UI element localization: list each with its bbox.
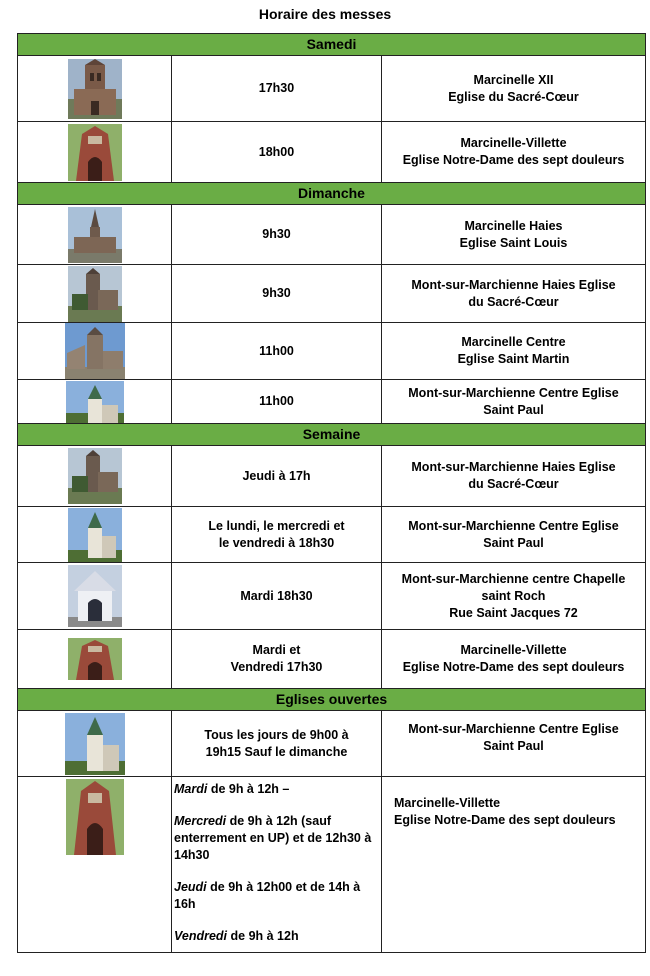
table-row (18, 122, 646, 183)
church-sacre-coeur-xii-photo (68, 59, 122, 119)
church-name: Eglise Notre-Dame des sept douleurs (394, 813, 616, 827)
table-row (18, 265, 646, 323)
church-name: Eglise Notre-Dame des sept douleurs (402, 660, 625, 674)
church-name: Eglise Saint Louis (459, 235, 568, 250)
church-name: du Sacré-Cœur (468, 294, 559, 309)
table-row (18, 205, 646, 265)
church-saint-paul-photo (66, 381, 124, 423)
church-sacre-coeur-haies-photo (68, 266, 122, 322)
table-row (18, 446, 646, 507)
location-name: Marcinelle XII (473, 72, 554, 87)
section-header-samedi: Samedi (18, 34, 646, 56)
church-villette-photo (66, 779, 124, 855)
page-title: Horaire des messes (258, 6, 392, 22)
mass-schedule-table (17, 33, 646, 953)
address: Rue Saint Jacques 72 (449, 605, 578, 620)
location-name: Mont-sur-Marchienne centre Chapelle (401, 571, 626, 586)
table-row (18, 563, 646, 630)
section-header-semaine: Semaine (18, 424, 646, 446)
location-name: Marcinelle-Villette (460, 136, 567, 150)
church-villette-photo (68, 124, 122, 181)
location-name: Marcinelle-Villette (394, 796, 501, 810)
opening-hours-mardi: Mardi de 9h à 12h – (174, 782, 290, 796)
location-name: Mont-sur-Marchienne Centre Eglise (408, 518, 619, 533)
location-name: Marcinelle Haies (464, 218, 563, 233)
church-saint-martin-photo (65, 323, 125, 379)
table-row (18, 711, 646, 777)
opening-hours: 19h15 Sauf le dimanche (205, 744, 348, 759)
location-name: Marcinelle-Villette (460, 643, 567, 657)
location-name: Mont-sur-Marchienne Haies Eglise (411, 277, 616, 292)
church-name: Eglise Notre-Dame des sept douleurs (402, 153, 625, 167)
chapel-saint-roch-photo (68, 565, 122, 627)
opening-hours-jeudi: Jeudi de 9h à 12h00 et de 14h à 16h (174, 880, 361, 911)
location-name: Mont-sur-Marchienne Centre Eglise (408, 385, 619, 400)
church-name: Eglise du Sacré-Cœur (448, 89, 579, 104)
church-saint-paul-photo (68, 508, 122, 562)
section-header-dimanche: Dimanche (18, 183, 646, 205)
church-name: Saint Paul (483, 402, 544, 417)
mass-time: 11h00 (172, 380, 382, 424)
mass-time: 18h00 (172, 122, 382, 183)
mass-time: 9h30 (172, 265, 382, 323)
table-row (18, 507, 646, 563)
table-row (18, 56, 646, 122)
church-name: du Sacré-Cœur (468, 477, 559, 491)
mass-time: 11h00 (172, 323, 382, 380)
mass-time: 9h30 (172, 205, 382, 265)
location-name: Mont-sur-Marchienne Haies Eglise (411, 460, 616, 474)
mass-time: 17h30 (172, 56, 382, 122)
church-name: Saint Paul (483, 535, 544, 550)
mass-time: Vendredi 17h30 (230, 660, 323, 674)
church-name: saint Roch (481, 588, 546, 603)
church-name: Eglise Saint Martin (457, 352, 570, 366)
mass-time: Jeudi à 17h (242, 468, 311, 483)
table-row (18, 323, 646, 380)
table-row (18, 380, 646, 424)
mass-time: Mardi 18h30 (240, 588, 313, 603)
opening-hours: Tous les jours de 9h00 à (204, 727, 349, 742)
church-name: Saint Paul (483, 739, 544, 753)
church-saint-paul-photo (65, 713, 125, 775)
church-villette-photo (68, 638, 122, 680)
mass-time: Le lundi, le mercredi et (208, 518, 345, 533)
section-header-eglises-ouvertes: Eglises ouvertes (18, 689, 646, 711)
location-name: Mont-sur-Marchienne Centre Eglise (408, 722, 619, 736)
opening-hours-vendredi: Vendredi de 9h à 12h (174, 929, 299, 943)
mass-time: Mardi et (252, 643, 301, 657)
table-row (18, 777, 646, 953)
church-saint-louis-photo (68, 207, 122, 263)
location-name: Marcinelle Centre (461, 335, 566, 349)
table-row (18, 630, 646, 689)
mass-time: le vendredi à 18h30 (218, 535, 335, 550)
opening-hours-mercredi: Mercredi de 9h à 12h (sauf enterrement en UP) et de 12h30 à 14h30 (174, 814, 372, 862)
church-sacre-coeur-haies-photo (68, 448, 122, 504)
